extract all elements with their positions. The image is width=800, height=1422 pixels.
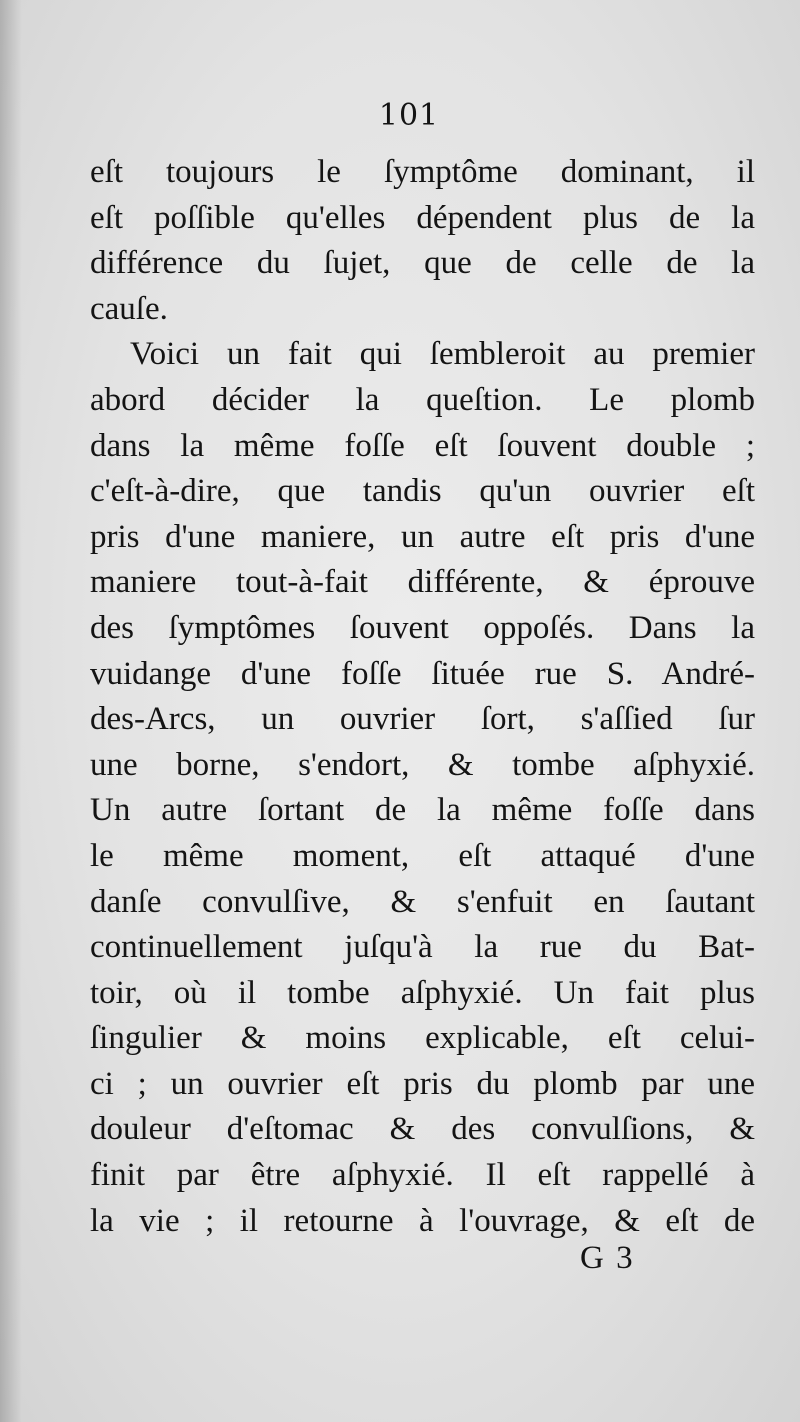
text-line: une borne, s'endort, & tombe aſphyxié.	[90, 746, 755, 783]
text-line: finit par être aſphyxié. Il eſt rappellé à	[90, 1157, 755, 1194]
text-line: douleur d'eſtomac & des convulſions, &	[90, 1111, 755, 1148]
text-line: toir, où il tombe aſphyxié. Un fait plus	[90, 974, 755, 1011]
text-line: eſt poſſible qu'elles dépendent plus de la	[90, 199, 755, 236]
text-line: pris d'une maniere, un autre eſt pris d'une	[90, 518, 755, 555]
text-line: des ſymptômes ſouvent oppoſés. Dans la	[90, 609, 755, 646]
body-text	[90, 150, 755, 1244]
text-line: danſe convulſive, & s'enfuit en ſautant	[90, 883, 755, 920]
text-line: le même moment, eſt attaqué d'une	[90, 837, 755, 874]
text-line: abord décider la queſtion. Le plomb	[90, 381, 755, 418]
text-line: vuidange d'une foſſe ſituée rue S. André-	[90, 655, 755, 692]
text-line: ſingulier & moins explicable, eſt celui-	[90, 1020, 755, 1057]
text-line: eſt toujours le ſymptôme dominant, il	[90, 154, 755, 190]
signature-mark: G 3	[580, 1240, 635, 1276]
text-line: différence du ſujet, que de celle de la	[90, 245, 755, 282]
text-line: c'eſt-à-dire, que tandis qu'un ouvrier eſt	[90, 473, 755, 510]
text-line: Un autre ſortant de la même foſſe dans	[90, 792, 755, 829]
text-line: ci ; un ouvrier eſt pris du plomb par une	[90, 1065, 755, 1102]
text-line: cauſe.	[90, 290, 168, 327]
text-line: continuellement juſqu'à la rue du Bat-	[90, 929, 755, 966]
page-number: 101	[378, 98, 440, 133]
text-line: la vie ; il retourne à l'ouvrage, & eſt de	[90, 1202, 755, 1239]
text-line: Voici un fait qui ſembleroit au premier	[130, 336, 755, 373]
text-line: des-Arcs, un ouvrier ſort, s'aſſied ſur	[90, 701, 755, 738]
text-line: dans la même foſſe eſt ſouvent double ;	[90, 427, 755, 464]
text-line: maniere tout-à-fait différente, & éprouve	[90, 564, 755, 601]
